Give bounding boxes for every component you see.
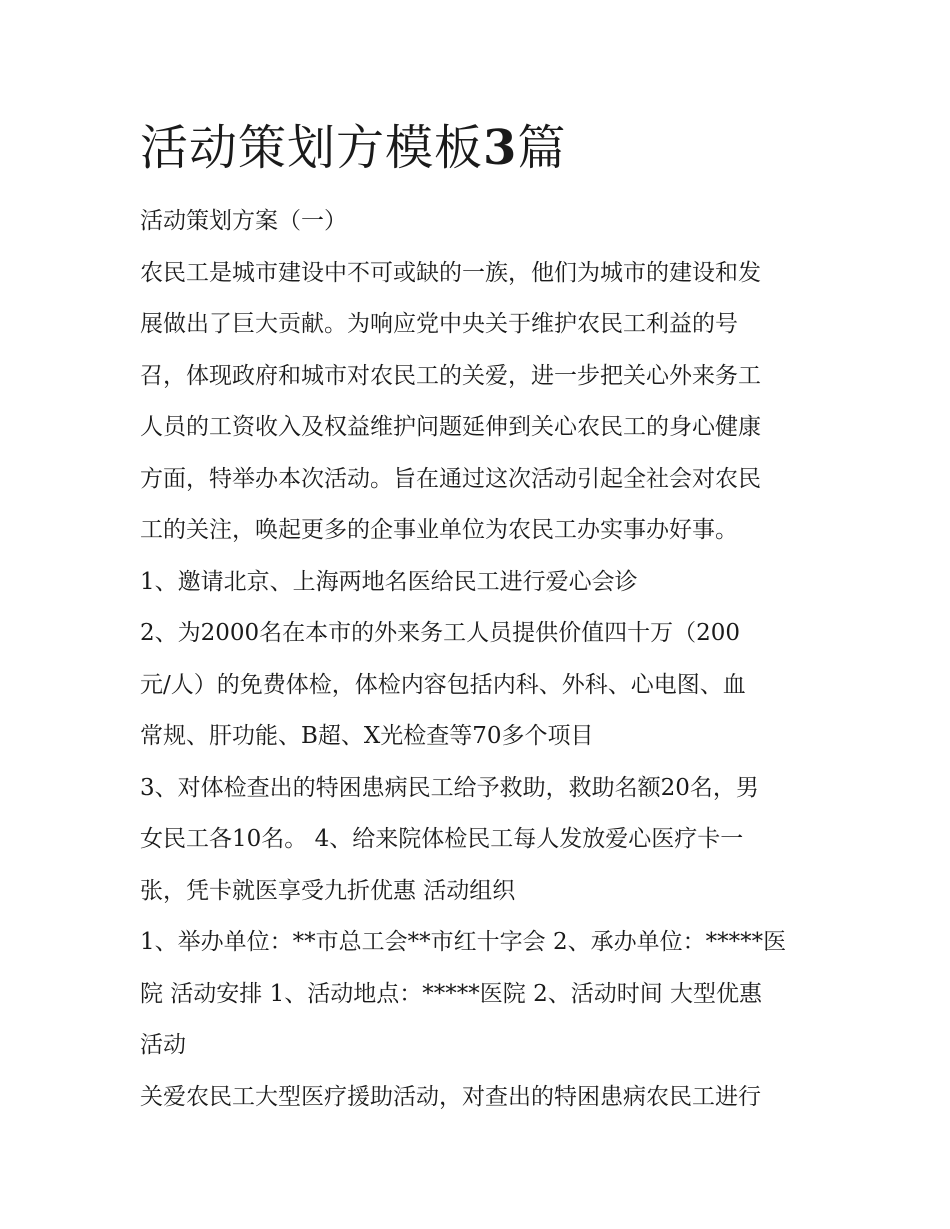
- document-title: [140, 116, 820, 180]
- list-item-line: 1、邀请北京、上海两地名医给民工进行爱心会诊: [140, 568, 638, 595]
- document-body: [140, 116, 820, 1123]
- list-item-line: 元/人）的免费体检，体检内容包括内科、外科、心电图、血: [140, 671, 746, 698]
- section-heading: 活动策划方案（一）: [140, 208, 347, 234]
- paragraph-line: 展做出了巨大贡献。为响应党中央关于维护农民工利益的号: [140, 311, 738, 337]
- paragraph-line: 农民工是城市建设中不可或缺的一族，他们为城市的建设和发: [140, 259, 761, 286]
- list-item-line: 常规、肝功能、B超、X光检查等70多个项目: [140, 723, 594, 749]
- list-item-line: 1、举办单位：**市总工会**市红十字会 2、承办单位：*****医: [140, 929, 787, 955]
- paragraph-line: 关爱农民工大型医疗援助活动，对查出的特困患病农民工进行: [140, 1083, 761, 1110]
- paragraph-line: 工的关注，唤起更多的企事业单位为农民工办实事办好事。: [140, 517, 738, 543]
- paragraph-line: 人员的工资收入及权益维护问题延伸到关心农民工的身心健康: [140, 414, 761, 440]
- title-number: 3: [483, 120, 518, 176]
- title-suffix: 篇: [517, 120, 567, 176]
- paragraph-line: 方面，特举办本次活动。旨在通过这次活动引起全社会对农民: [140, 465, 761, 492]
- title-prefix: 活动策划方模板: [140, 120, 484, 176]
- list-item-line: 张，凭卡就医享受九折优惠 活动组织: [140, 877, 516, 904]
- list-item-line: 院 活动安排 1、活动地点：*****医院 2、活动时间 大型优惠: [140, 980, 763, 1007]
- list-item-line: 女民工各10名。 4、给来院体检民工每人发放爱心医疗卡一: [140, 826, 744, 852]
- paragraph-line: 召，体现政府和城市对农民工的关爱，进一步把关心外来务工: [140, 362, 761, 389]
- list-item-line: 2、为2000名在本市的外来务工人员提供价值四十万（200: [140, 620, 741, 646]
- list-item-line: 活动: [140, 1032, 186, 1058]
- list-item-line: 3、对体检查出的特困患病民工给予救助，救助名额20名，男: [140, 774, 759, 801]
